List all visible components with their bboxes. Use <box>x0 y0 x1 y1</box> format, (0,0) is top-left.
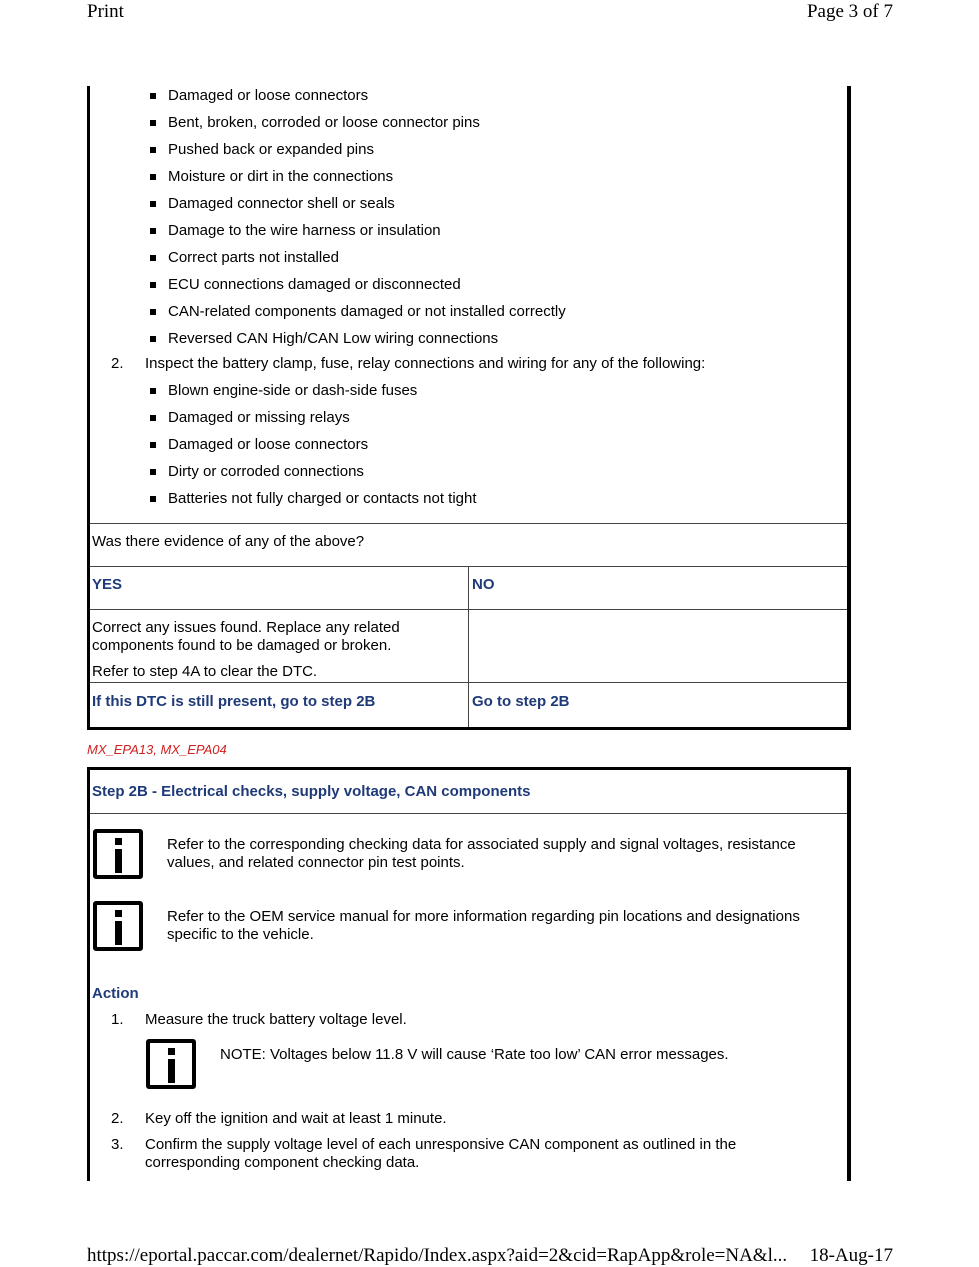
info-text-1a: Refer to the corresponding checking data for associated supply and signal voltages, resistance <box>167 836 796 853</box>
list-item: Damaged connector shell or seals <box>168 195 395 212</box>
bullet-icon <box>150 255 156 261</box>
list-item: Damaged or loose connectors <box>168 436 369 453</box>
list-item: Pushed back or expanded pins <box>168 141 374 158</box>
page-number: Page 3 of 7 <box>806 1 893 22</box>
info-icon <box>93 901 143 951</box>
action-heading: Action <box>92 985 139 1002</box>
bullet-icon <box>150 336 156 342</box>
list-item: Blown engine-side or dash-side fuses <box>168 382 418 399</box>
step-2b-box <box>87 767 851 1181</box>
yes-text-1: Correct any issues found. Replace any related <box>92 619 400 636</box>
info-icon <box>93 829 143 879</box>
list-item: Damage to the wire harness or insulation <box>168 222 441 239</box>
bullet-icon <box>150 93 156 99</box>
step-text: Confirm the supply voltage level of each unresponsive CAN component as outlined in the <box>145 1136 737 1153</box>
yes-text-2: components found to be damaged or broken. <box>92 637 392 654</box>
step-number: 1. <box>111 1011 124 1028</box>
bullet-icon <box>150 174 156 180</box>
bullet-icon <box>150 415 156 421</box>
bullet-icon <box>150 469 156 475</box>
no-header: NO <box>472 576 495 593</box>
list-item: Damaged or loose connectors <box>168 87 369 104</box>
list-item: Reversed CAN High/CAN Low wiring connections <box>168 330 499 347</box>
step-number: 2. <box>111 355 124 372</box>
list-item: Moisture or dirt in the connections <box>168 168 394 185</box>
page-url: https://eportal.paccar.com/dealernet/Rapido/Index.aspx?aid=2&cid=RapApp&role=NA&l... <box>87 1245 788 1266</box>
info-text-2b: specific to the vehicle. <box>167 926 314 943</box>
step-number: 2. <box>111 1110 124 1127</box>
info-icon <box>146 1039 196 1089</box>
yes-header: YES <box>92 576 123 593</box>
list-item: ECU connections damaged or disconnected <box>168 276 461 293</box>
bullet-icon <box>150 309 156 315</box>
bullet-icon <box>150 201 156 207</box>
list-item: Batteries not fully charged or contacts not tight <box>168 490 477 507</box>
step-title: Step 2B - Electrical checks, supply voltage, CAN components <box>92 783 531 800</box>
list-item: Damaged or missing relays <box>168 409 350 426</box>
bullet-icon <box>150 228 156 234</box>
yes-text-3: Refer to step 4A to clear the DTC. <box>92 663 318 680</box>
no-next-step-link[interactable]: Go to step 2B <box>472 693 570 710</box>
list-item: Dirty or corroded connections <box>168 463 364 480</box>
bullet-icon <box>150 496 156 502</box>
list-item: Bent, broken, corroded or loose connector pins <box>168 114 480 131</box>
inspection-box <box>87 86 851 730</box>
bullet-icon <box>150 147 156 153</box>
step-text: Inspect the battery clamp, fuse, relay connections and wiring for any of the following: <box>145 355 706 372</box>
bullet-icon <box>150 388 156 394</box>
bullet-icon <box>150 120 156 126</box>
step-text-continued: corresponding component checking data. <box>145 1154 420 1171</box>
info-text-1b: values, and related connector pin test points. <box>167 854 465 871</box>
list-item: CAN-related components damaged or not installed correctly <box>168 303 566 320</box>
step-text: Measure the truck battery voltage level. <box>145 1011 407 1028</box>
yes-next-step-link[interactable]: If this DTC is still present, go to step 2B <box>92 693 376 710</box>
info-text-2a: Refer to the OEM service manual for more information regarding pin locations and designations <box>167 908 800 925</box>
engine-codes: MX_EPA13, MX_EPA04 <box>87 742 227 757</box>
note-text: NOTE: Voltages below 11.8 V will cause ‘Rate too low’ CAN error messages. <box>220 1046 729 1063</box>
step-text: Key off the ignition and wait at least 1 minute. <box>145 1110 447 1127</box>
question-text: Was there evidence of any of the above? <box>92 533 365 550</box>
list-item: Correct parts not installed <box>168 249 339 266</box>
bullet-icon <box>150 282 156 288</box>
step-number: 3. <box>111 1136 124 1153</box>
bullet-icon <box>150 442 156 448</box>
print-date: 18-Aug-17 <box>809 1245 893 1266</box>
print-header: Print <box>87 1 124 22</box>
